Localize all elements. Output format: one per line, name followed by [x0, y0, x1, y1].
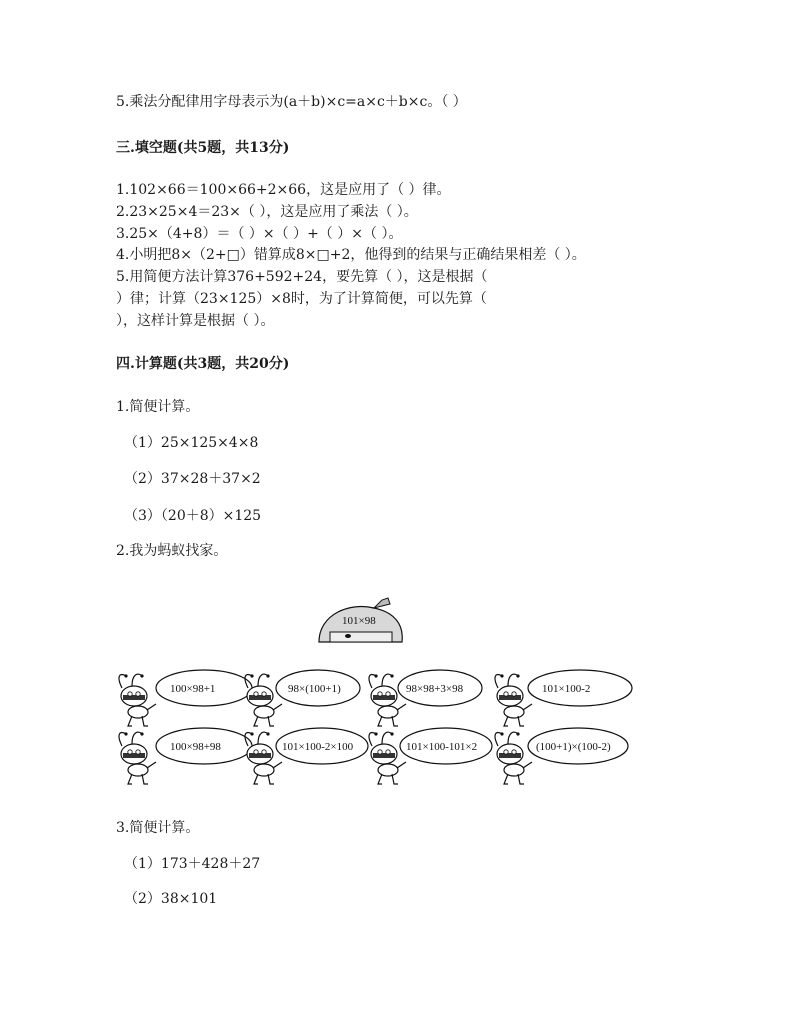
section-3-heading: 三.填空题(共5题，共13分) — [116, 140, 290, 156]
ant-expression: 98×98+3×98 — [406, 683, 464, 695]
ant-expression: 101×100-2 — [542, 683, 591, 695]
ant-house-icon — [319, 598, 402, 642]
fill-blank-4: 4.小明把8×（2+□）错算成8×□+2，他得到的结果与正确结果相差（ ）。 — [116, 247, 586, 263]
ant-expression: 100×98+98 — [170, 741, 221, 753]
fill-blank-3: 3.25×（4+8）＝（ ）×（ ）+（ ）×（ ）。 — [116, 226, 403, 242]
calc-q2-title: 2.我为蚂蚁找家。 — [116, 543, 228, 559]
ant-row1-3 — [369, 670, 482, 726]
calc-q1-item-1: （1）25×125×4×8 — [124, 435, 259, 451]
fill-blank-1: 1.102×66＝100×66+2×66，这是应用了（ ）律。 — [116, 182, 451, 198]
fill-blank-5-line-3: ），这样计算是根据（ ）。 — [116, 313, 275, 329]
ant-row1-2 — [245, 670, 360, 726]
calc-q1-item-2: （2）37×28＋37×2 — [124, 471, 261, 487]
calc-q3-item-2: （2）38×101 — [124, 891, 218, 907]
calc-q3-item-1: （1）173＋428＋27 — [124, 856, 261, 872]
ant-row2-3 — [369, 728, 492, 784]
ant-row2-4 — [495, 728, 628, 784]
fill-blank-2: 2.23×25×4＝23×（ ），这是应用了乘法（ ）。 — [116, 204, 418, 220]
ant-house-illustration — [112, 596, 652, 786]
calc-q1-item-3: （3）（20＋8）×125 — [124, 508, 262, 524]
fill-blank-5-line-1: 5.用简便方法计算376+592+24，要先算（ ），这是根据（ — [116, 269, 488, 285]
calc-q1-title: 1.简便计算。 — [116, 399, 200, 415]
ant-expression: (100+1)×(100-2) — [536, 741, 611, 753]
ant-expression: 101×100-101×2 — [406, 741, 478, 753]
fill-blank-5-line-2: ）律；计算（23×125）×8时，为了计算简便，可以先算（ — [116, 291, 487, 307]
house-label: 101×98 — [342, 615, 376, 627]
ant-row1-4 — [495, 670, 632, 726]
ant-expression: 101×100-2×100 — [282, 741, 354, 753]
ant-expression: 98×(100+1) — [288, 683, 341, 695]
ant-row2-2 — [245, 728, 368, 784]
ant-row2-1 — [119, 728, 252, 784]
ant-row1-1 — [119, 670, 252, 726]
question-5-true-false: 5.乘法分配律用字母表示为(a＋b)×c=a×c＋b×c。（ ） — [116, 94, 467, 110]
ant-expression: 100×98+1 — [170, 683, 216, 695]
section-4-heading: 四.计算题(共3题，共20分) — [116, 356, 290, 372]
calc-q3-title: 3.简便计算。 — [116, 820, 200, 836]
